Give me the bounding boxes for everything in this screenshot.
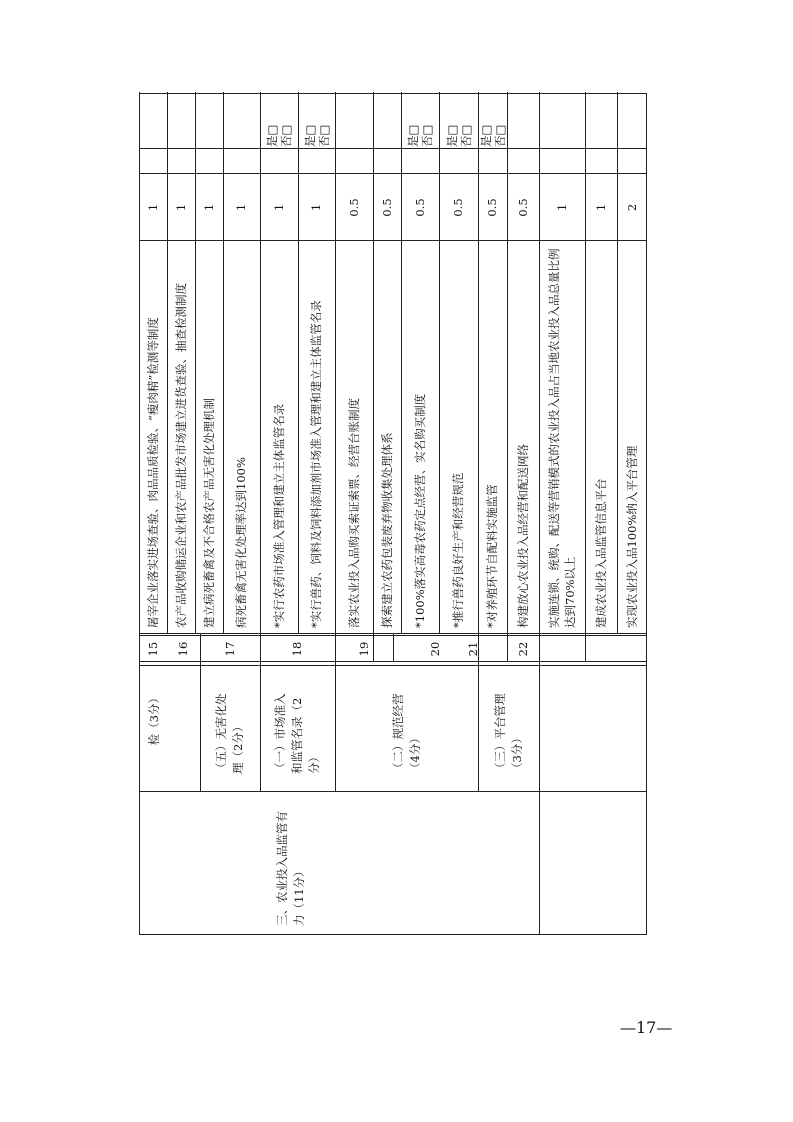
no-checkbox[interactable]: 否□ <box>420 124 434 147</box>
row-number: 22 <box>515 641 530 657</box>
table-row-content: *实行兽药、饲料及饲料添加剂市场准入管理和建立主体监管名录 <box>309 300 323 628</box>
sub-category-3: （三）平台管理（3分） <box>492 693 524 774</box>
table-row-content: 病死畜禽无害化处理率达到100% <box>234 457 248 628</box>
yes-checkbox[interactable]: 是□ <box>406 124 420 147</box>
col-divider <box>139 148 539 149</box>
row-number: 16 <box>176 641 190 657</box>
col-divider <box>539 635 647 636</box>
col-divider <box>539 665 647 666</box>
row-score: 0.5 <box>379 198 394 217</box>
page-number: —17— <box>620 1018 673 1037</box>
row-score: 0.5 <box>451 198 465 217</box>
row-score: 1 <box>201 203 216 212</box>
row-number: 18 <box>290 641 304 657</box>
row-score: 1 <box>309 203 323 212</box>
table-row-content: 农产品收购储运企业和农产品批发市场建立进货查验、抽查检测制度 <box>173 283 188 628</box>
row-score: 2 <box>624 203 639 212</box>
row-score: 0.5 <box>346 198 361 217</box>
assessment-table <box>139 93 539 935</box>
row-number: 21 <box>465 641 480 657</box>
table-row-content: *推行兽药良好生产和经营规范 <box>451 472 465 628</box>
yes-checkbox[interactable]: 是□ <box>265 124 279 147</box>
yes-no-checkbox-group[interactable] <box>298 92 335 147</box>
yes-no-checkbox-group[interactable] <box>478 92 507 147</box>
table-row-content: *100%落实高毒农药定点经营、实名购买制度 <box>412 393 427 628</box>
row-number: 15 <box>145 641 160 657</box>
rotated-table-continuation <box>539 93 647 935</box>
yes-checkbox[interactable]: 是□ <box>478 124 493 147</box>
table-row-content: *实行农药市场准入管理和建立主体监管名录 <box>271 403 286 628</box>
row-score: 0.5 <box>412 198 427 217</box>
table-row-content: 建立病死畜禽及不合格农产品无害化处理机制 <box>201 398 216 628</box>
row-score: 1 <box>145 203 160 212</box>
table-row-content: 实施连锁、统购、配送等营销模式的农业投入品占当地农业投入品总量比例达到70%以上 <box>547 248 577 628</box>
row-number: 20 <box>428 641 442 657</box>
col-divider <box>539 661 647 662</box>
yes-checkbox[interactable]: 是□ <box>302 124 317 147</box>
row-score: 1 <box>593 203 608 212</box>
no-checkbox[interactable]: 否□ <box>458 124 473 147</box>
row-score: 0.5 <box>485 198 499 217</box>
row-score: 1 <box>173 203 188 212</box>
row-score: 1 <box>234 203 248 212</box>
table-row-content: 屠宰企业落实进场查验、肉品品质检验、“瘦肉精”检测等制度 <box>145 317 160 628</box>
table-row-content: *对养殖环节自配料实施监管 <box>485 484 499 628</box>
rotated-table-frame <box>139 93 539 935</box>
table-row-content: 构建放心农业投入品经营和配送网络 <box>515 444 530 628</box>
table-row-content: 探索建立农药包装废弃物收集处理体系 <box>379 432 394 628</box>
table-row-content: 实现农业投入品100%纳入平台管理 <box>624 445 639 628</box>
assessment-table-continuation <box>539 93 647 935</box>
table-row-content: 建成农业投入品监管信息平台 <box>593 478 608 628</box>
sub-category-2: （二）规范经营（4分） <box>390 693 422 774</box>
col-divider <box>539 791 647 792</box>
row-number: 17 <box>222 641 237 657</box>
row-number: 19 <box>356 641 371 657</box>
table-row-content: 落实农业投入品购买索证索票、经营台账制度 <box>346 398 361 628</box>
yes-no-checkbox-group[interactable] <box>401 92 439 147</box>
yes-no-checkbox-group[interactable] <box>439 92 478 147</box>
sub-category-5: （五）无害化处理（2分） <box>214 693 245 774</box>
row-score: 0.5 <box>515 198 530 217</box>
section-three-label: 三、农业投入品监管有力（11分） <box>275 811 306 926</box>
no-checkbox[interactable]: 否□ <box>492 124 507 147</box>
row-score: 1 <box>554 203 569 212</box>
top-category-label: 检（3分） <box>146 692 161 746</box>
no-checkbox[interactable]: 否□ <box>316 124 331 147</box>
sub-category-1: （一）市场准入和监管名录（2分） <box>273 693 321 774</box>
row-score: 1 <box>271 203 286 212</box>
yes-no-checkbox-group[interactable] <box>260 92 298 147</box>
col-divider <box>539 148 647 149</box>
no-checkbox[interactable]: 否□ <box>279 124 293 147</box>
yes-checkbox[interactable]: 是□ <box>444 124 459 147</box>
